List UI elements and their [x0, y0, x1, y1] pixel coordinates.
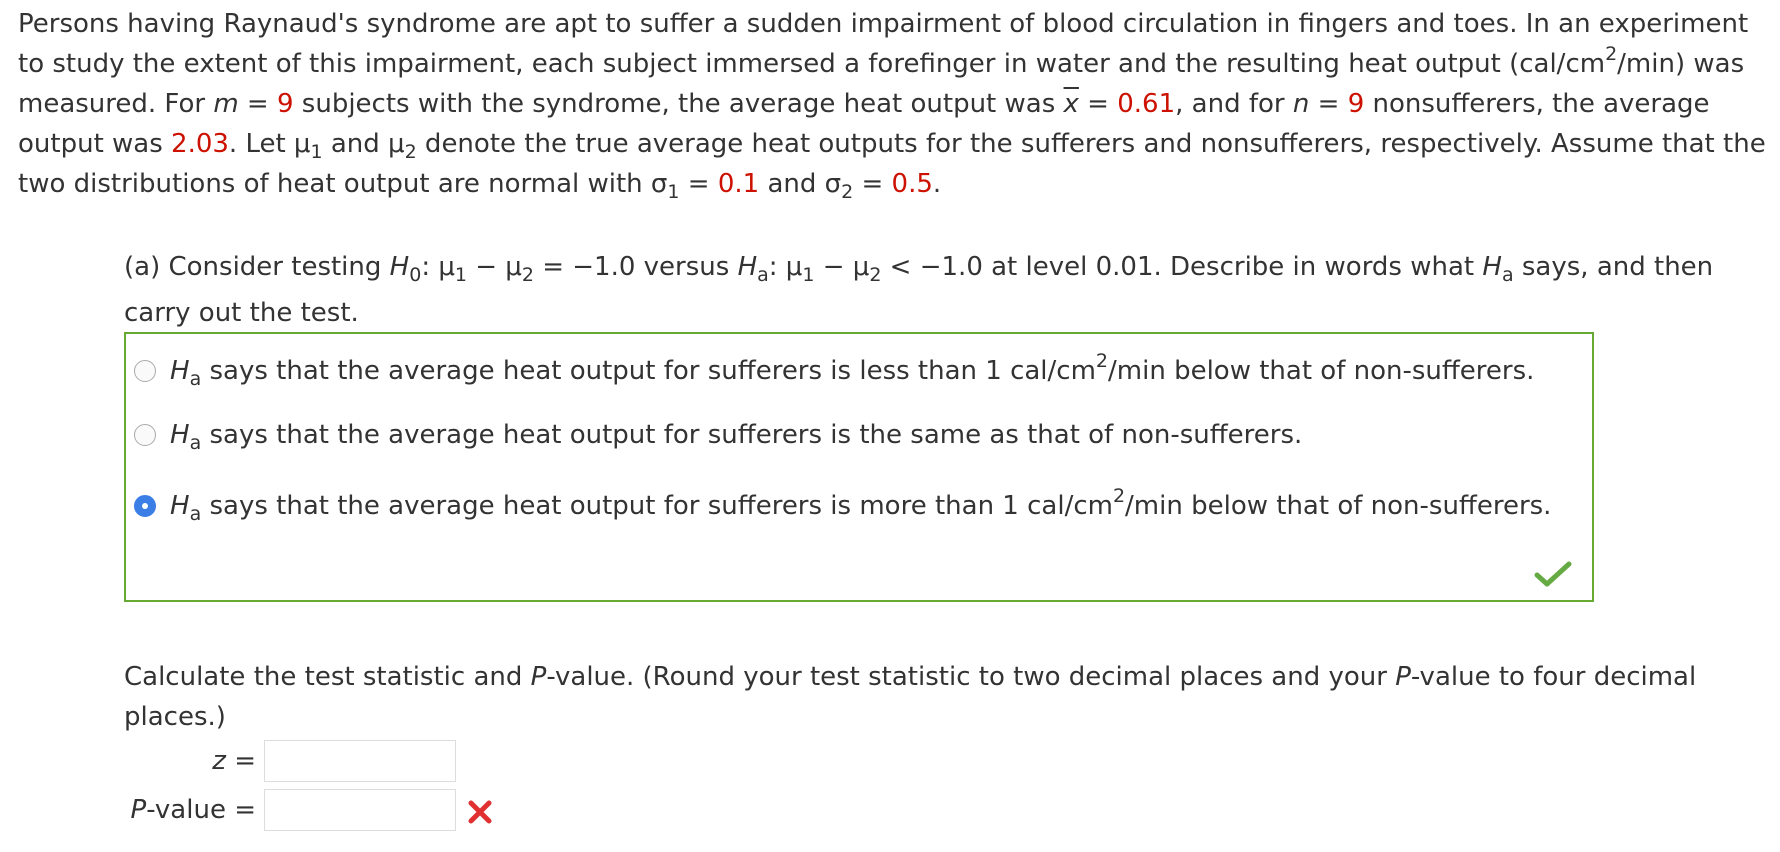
var-h: H [170, 356, 190, 386]
intro-text: Persons having Raynaud's syndrome are apt to suffer a sudden impairment of blood circulation in fingers and toes. In an experiment to study the extent of this impairment, each subject immersed a forefinger in water and the resulting heat output (cal/cm [18, 9, 1749, 79]
var-xbar: $\overline{x}$ [1063, 89, 1079, 119]
xbar-value: 0.61 [1117, 89, 1176, 119]
equals: = [225, 746, 256, 776]
part-a-text: : μ [768, 252, 803, 282]
subscript-a: a [1501, 264, 1514, 286]
option-text: /min below that of non-sufferers. [1125, 491, 1552, 521]
subscript-2: 2 [404, 141, 417, 163]
option-text: /min below that of non-sufferers. [1108, 356, 1535, 386]
option-less-than[interactable] [134, 350, 1535, 390]
part-a-prompt [124, 244, 1724, 336]
subscript-a: a [757, 264, 769, 286]
option-text: says that the average heat output for sufferers is the same as that of non-sufferers. [201, 420, 1303, 450]
subscript-1: 1 [802, 264, 815, 286]
check-icon [1534, 560, 1572, 588]
radio-button[interactable] [134, 424, 156, 446]
subscript-2: 2 [869, 264, 882, 286]
subscript-a: a [189, 368, 202, 390]
radio-button-selected[interactable] [134, 495, 156, 517]
var-h: H [170, 420, 190, 450]
radio-button[interactable] [134, 360, 156, 382]
superscript-2: 2 [1605, 43, 1618, 65]
multiple-choice-group [124, 332, 1594, 602]
subscript-a: a [189, 432, 202, 454]
part-a-text: − μ [814, 252, 870, 282]
intro-text: . Let μ [228, 129, 311, 159]
var-m: m [213, 89, 239, 119]
intro-text: , and for [1175, 89, 1293, 119]
z-label [124, 746, 256, 776]
avg2-value: 2.03 [171, 129, 229, 159]
p-value-label [124, 795, 256, 825]
var-h: H [170, 491, 190, 521]
var-p: P [130, 795, 147, 825]
part-a-text: says, and then carry out the test. [124, 252, 1714, 328]
x-icon [466, 798, 494, 826]
var-z: z [212, 746, 226, 776]
intro-text: denote the true average heat outputs for the sufferers and nonsufferers, respectively. Assume that the two distributions of heat output are normal with σ [18, 129, 1766, 199]
option-label [170, 485, 1552, 525]
option-more-than[interactable] [134, 485, 1552, 525]
equals: = [679, 169, 718, 199]
intro-text: . [932, 169, 942, 199]
option-text: says that the average heat output for sufferers is more than 1 cal/cm [201, 491, 1113, 521]
option-label [170, 350, 1535, 390]
var-p: P [1395, 662, 1411, 692]
value-suffix: -value [146, 795, 226, 825]
var-p: P [530, 662, 547, 692]
subscript-2: 2 [521, 264, 534, 286]
problem-statement [18, 4, 1768, 204]
sigma2-value: 0.5 [891, 169, 933, 199]
superscript-2: 2 [1112, 485, 1126, 507]
var-h: H [389, 252, 410, 282]
part-a-text: : μ [421, 252, 455, 282]
p-value-row [124, 789, 456, 831]
p-value-input[interactable] [264, 789, 456, 831]
subscript-1: 1 [454, 264, 467, 286]
subscript-1: 1 [667, 181, 680, 203]
part-a-text: = −1.0 versus [533, 252, 738, 282]
intro-text: /min) was measured. For [18, 49, 1745, 119]
var-n: n [1292, 89, 1310, 119]
sigma1-value: 0.1 [717, 169, 760, 199]
part-a-text: (a) Consider testing [124, 252, 390, 282]
calc-text: -value. (Round your test statistic to two decimal places and your [546, 662, 1396, 692]
m-value: 9 [276, 89, 294, 119]
subscript-2: 2 [841, 181, 854, 203]
intro-text: nonsufferers, the average output was [18, 89, 1710, 159]
intro-text: subjects with the syndrome, the average heat output was [293, 89, 1064, 119]
subscript-a: a [189, 503, 202, 525]
superscript-2: 2 [1095, 350, 1109, 372]
subscript-1: 1 [310, 141, 323, 163]
intro-text: and σ [759, 169, 842, 199]
var-h: H [737, 252, 758, 282]
n-value: 9 [1347, 89, 1365, 119]
equals: = [1078, 89, 1118, 119]
equals: = [1309, 89, 1348, 119]
z-statistic-input[interactable] [264, 740, 456, 782]
intro-text: and μ [322, 129, 405, 159]
part-a-text: − μ [466, 252, 522, 282]
equals: = [853, 169, 892, 199]
var-h: H [1482, 252, 1502, 282]
option-same-as[interactable] [134, 420, 1303, 454]
calc-text: Calculate the test statistic and [124, 662, 531, 692]
equals: = [238, 89, 277, 119]
calc-text: -value to four decimal places.) [124, 662, 1697, 732]
option-label [170, 420, 1303, 454]
subscript-0: 0 [409, 264, 422, 286]
equals: = [225, 795, 256, 825]
z-statistic-row [124, 740, 456, 782]
calculate-prompt [124, 657, 1744, 737]
option-text: says that the average heat output for sufferers is less than 1 cal/cm [201, 356, 1096, 386]
part-a-text: < −1.0 at level 0.01. Describe in words what [881, 252, 1483, 282]
